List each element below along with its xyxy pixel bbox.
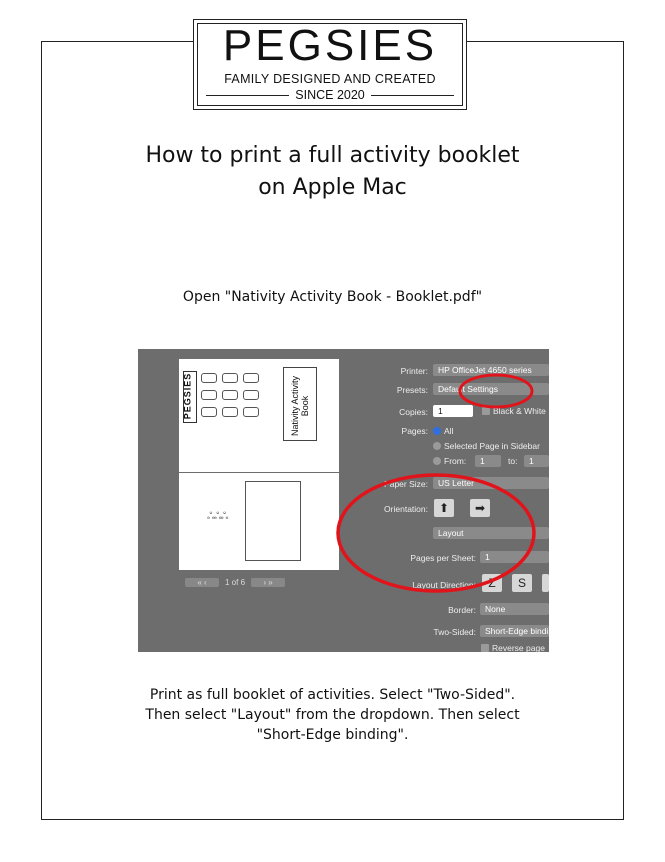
logo-rule-right: [371, 95, 454, 96]
pegsies-logo: [193, 19, 467, 110]
pages-label: Pages:: [401, 426, 428, 436]
paper-size-select[interactable]: US Letter: [433, 477, 549, 489]
to-input[interactable]: 1: [524, 455, 549, 467]
logo-brand: PEGSIES: [222, 21, 438, 70]
pages-to-label: to:: [508, 456, 518, 466]
orientation-label: Orientation:: [384, 504, 428, 514]
two-sided-select[interactable]: Short-Edge binding: [480, 625, 549, 637]
page-title-line2: on Apple Mac: [258, 175, 407, 200]
booklet-instruction-line1: Print as full booklet of activities. Select "Two-Sided".: [149, 687, 516, 703]
logo-tagline: FAMILY DESIGNED AND CREATED: [224, 72, 436, 86]
page-title-line1: How to print a full activity booklet: [145, 143, 520, 168]
from-input[interactable]: 1: [475, 455, 501, 467]
page-title: [70, 140, 595, 204]
copies-input[interactable]: 1: [433, 405, 473, 417]
border-label: Border:: [448, 605, 476, 615]
preview-people-icon: ஃஃஃ: [207, 511, 228, 522]
open-file-instruction: Open "Nativity Activity Book - Booklet.pdf": [182, 289, 483, 305]
paper-size-label: Paper Size:: [384, 479, 428, 489]
pages-selected-label: Selected Page in Sidebar: [444, 441, 540, 451]
page-count: 1 of 6: [225, 578, 246, 587]
portrait-icon[interactable]: ⬆: [434, 499, 454, 517]
presets-highlight-oval: [460, 375, 532, 407]
printer-select[interactable]: HP OfficeJet 4650 series: [433, 364, 549, 376]
reverse-page-label: Reverse page: [492, 643, 545, 653]
booklet-instruction-line3: "Short-Edge binding".: [256, 727, 409, 743]
direction-s-icon[interactable]: S: [512, 574, 532, 592]
pages-per-sheet-label: Pages per Sheet:: [410, 553, 476, 563]
direction-z-icon[interactable]: Z: [482, 574, 502, 592]
pages-all-label: All: [444, 426, 454, 436]
presets-select[interactable]: Default Settings: [433, 383, 549, 395]
copies-label: Copies:: [399, 407, 428, 417]
printer-label: Printer:: [400, 366, 428, 376]
two-sided-label: Two-Sided:: [433, 627, 476, 637]
logo-since: [206, 88, 454, 102]
booklet-instruction-line2: Then select "Layout" from the dropdown. Then select: [145, 707, 520, 723]
booklet-instruction: [70, 685, 595, 745]
landscape-icon[interactable]: ➡: [470, 499, 490, 517]
preview-title-box: Nativity Activity Book: [283, 367, 317, 441]
logo-rule-left: [206, 95, 289, 96]
bw-label: Black & White: [493, 406, 546, 416]
layout-direction-label: Layout Direction:: [412, 580, 476, 590]
logo-since-text: SINCE 2020: [295, 88, 365, 102]
next-page-button[interactable]: › »: [251, 578, 285, 587]
pages-from-label: From:: [444, 456, 467, 466]
prev-page-button[interactable]: « ‹: [185, 578, 219, 587]
pages-per-sheet-select[interactable]: 1: [480, 551, 549, 563]
presets-label: Presets:: [396, 385, 428, 395]
preview-logo: PEGSIES: [183, 371, 197, 423]
layout-highlight-oval: [338, 475, 534, 591]
highlight-overlay: [138, 349, 549, 652]
print-dialog-screenshot: [138, 349, 558, 653]
section-select[interactable]: Layout: [433, 527, 549, 539]
border-select[interactable]: None: [480, 603, 549, 615]
